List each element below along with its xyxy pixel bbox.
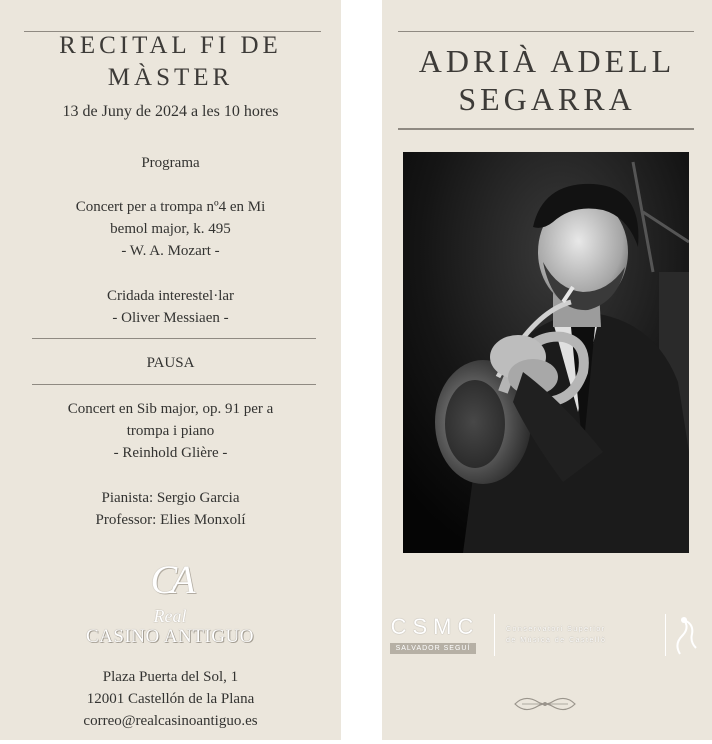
- program-heading: Programa: [141, 155, 200, 171]
- left-panel: [0, 0, 341, 740]
- recital-date: 13 de Juny de 2024 a les 10 hores: [62, 103, 279, 120]
- piece3-line2: trompa i piano: [126, 423, 215, 439]
- piece1-composer: - W. A. Mozart -: [121, 243, 220, 259]
- csmc-divider-2: [665, 614, 666, 656]
- casino-logo: [70, 556, 270, 656]
- performer-name-line1: ADRIÀ ADELL: [418, 43, 676, 79]
- piece2-line1: Cridada interestel·lar: [106, 288, 235, 304]
- csmc-abbr: CSMC: [390, 614, 480, 639]
- address-city: 12001 Castellón de la Plana: [86, 691, 255, 707]
- pause-label: PAUSA: [146, 355, 195, 371]
- casino-name: CASINO ANTIGUO: [86, 626, 254, 647]
- generalitat-emblem-icon: [672, 614, 702, 658]
- csmc-long-name-2: de Música de Castelló: [506, 637, 607, 644]
- address-email[interactable]: correo@realcasinoantiguo.es: [83, 713, 258, 729]
- piece1-line1: Concert per a trompa nº4 en Mi: [75, 199, 266, 215]
- piece1-line2: bemol major, k. 495: [110, 221, 231, 237]
- name-top-rule: [398, 31, 694, 32]
- piece2-composer: - Oliver Messiaen -: [112, 310, 229, 326]
- performer-name-line2: SEGARRA: [458, 81, 636, 117]
- casino-monogram: CA: [150, 557, 190, 602]
- pause-top-rule: [32, 338, 316, 339]
- right-panel: [382, 0, 712, 740]
- csmc-logo: [390, 612, 710, 662]
- piece3-line1: Concert en Sib major, op. 91 per a: [67, 401, 274, 417]
- csmc-divider-1: [494, 614, 495, 656]
- ornament-flourish-icon: [510, 692, 580, 716]
- name-bottom-rule: [398, 128, 694, 130]
- casino-script-word: Real: [153, 606, 187, 626]
- performer-photo: [403, 152, 689, 553]
- pianist: Pianista: Sergio Garcia: [101, 490, 240, 506]
- recital-title-line2: MÀSTER: [107, 64, 234, 91]
- recital-title-line1: RECITAL FI DE: [59, 32, 282, 59]
- piece3-composer: - Reinhold Glière -: [113, 445, 228, 461]
- address-street: Plaza Puerta del Sol, 1: [102, 669, 239, 685]
- horn-player-illustration: [403, 152, 689, 553]
- csmc-subtitle: SALVADOR SEGUÍ: [390, 643, 476, 654]
- professor: Professor: Elies Monxolí: [95, 512, 246, 528]
- pause-bottom-rule: [32, 384, 316, 385]
- csmc-long-name-1: Conservatori Superior: [506, 626, 606, 633]
